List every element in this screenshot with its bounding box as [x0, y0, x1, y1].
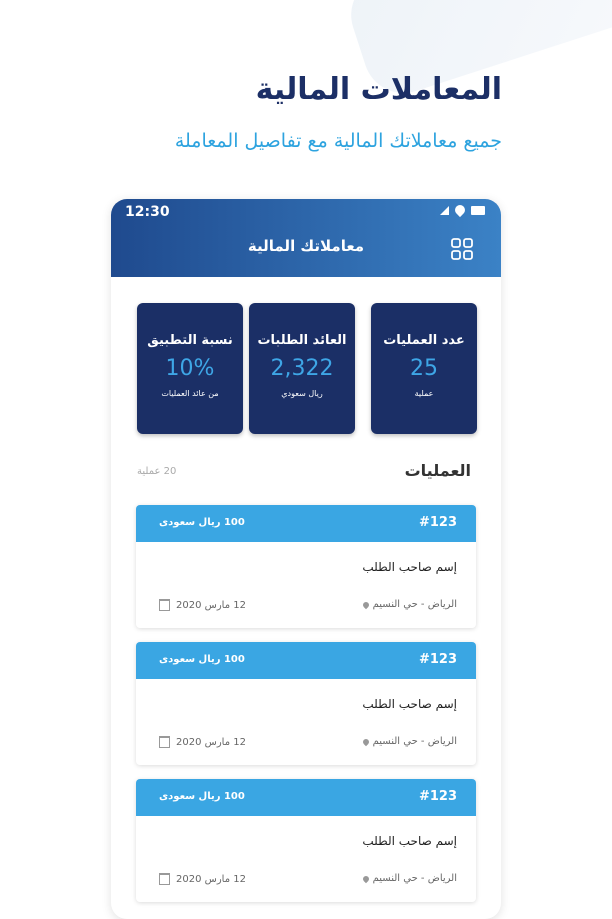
card-owner-name: إسم صاحب الطلب: [362, 697, 457, 711]
grid-icon[interactable]: [451, 238, 473, 260]
operations-title: العمليات: [404, 461, 471, 480]
card-amount: 100 ريال سعودى: [159, 654, 245, 665]
promo-subtitle: جميع معاملاتك المالية مع تفاصيل المعاملة: [174, 130, 502, 152]
wifi-icon: [453, 203, 467, 217]
card-header: [136, 505, 476, 542]
phone-screen: [111, 199, 501, 919]
stat-card-revenue: [249, 303, 355, 434]
calendar-icon: [159, 873, 170, 885]
stat-card-app-percentage: [137, 303, 243, 434]
app-header: [111, 199, 501, 277]
location-pin-icon: [361, 874, 369, 882]
operation-card[interactable]: [136, 505, 476, 628]
card-id: #123: [418, 652, 457, 667]
stat-unit: عملية: [414, 389, 434, 398]
card-owner-name: إسم صاحب الطلب: [362, 560, 457, 574]
stats-row: [137, 303, 477, 434]
location-text: الرياض - حي النسيم: [372, 599, 457, 610]
battery-icon: [471, 206, 485, 215]
stat-value: 25: [410, 356, 438, 381]
card-amount: 100 ريال سعودى: [159, 517, 245, 528]
stat-label: العائد الطلبات: [257, 333, 347, 348]
card-header: [136, 642, 476, 679]
operations-count: 20 عملية: [137, 466, 177, 477]
stat-unit: من عائد العمليات: [161, 389, 219, 398]
card-date: [159, 873, 246, 885]
app-title: معاملاتك المالية: [247, 237, 365, 255]
stat-label: نسبة التطبيق: [147, 333, 233, 348]
stat-card-operations-count: [371, 303, 477, 434]
stat-value: 2,322: [270, 356, 334, 381]
signal-icon: [440, 206, 449, 215]
card-location: [363, 736, 457, 747]
status-time: 12:30: [125, 204, 170, 220]
stat-value: 10%: [165, 356, 215, 381]
stat-label: عدد العمليات: [383, 333, 465, 348]
date-text: 12 مارس 2020: [176, 873, 246, 885]
calendar-icon: [159, 599, 170, 611]
promo-title: المعاملات المالية: [255, 72, 502, 107]
operation-card[interactable]: [136, 642, 476, 765]
card-amount: 100 ريال سعودى: [159, 791, 245, 802]
card-location: [363, 599, 457, 610]
operation-card[interactable]: [136, 779, 476, 902]
card-location: [363, 873, 457, 884]
date-text: 12 مارس 2020: [176, 736, 246, 748]
card-header: [136, 779, 476, 816]
status-icons: [440, 205, 485, 215]
location-pin-icon: [361, 737, 369, 745]
stat-unit: ريال سعودي: [281, 389, 323, 398]
card-date: [159, 736, 246, 748]
location-text: الرياض - حي النسيم: [372, 873, 457, 884]
card-id: #123: [418, 789, 457, 804]
calendar-icon: [159, 736, 170, 748]
date-text: 12 مارس 2020: [176, 599, 246, 611]
card-date: [159, 599, 246, 611]
card-id: #123: [418, 515, 457, 530]
card-owner-name: إسم صاحب الطلب: [362, 834, 457, 848]
location-text: الرياض - حي النسيم: [372, 736, 457, 747]
location-pin-icon: [361, 600, 369, 608]
